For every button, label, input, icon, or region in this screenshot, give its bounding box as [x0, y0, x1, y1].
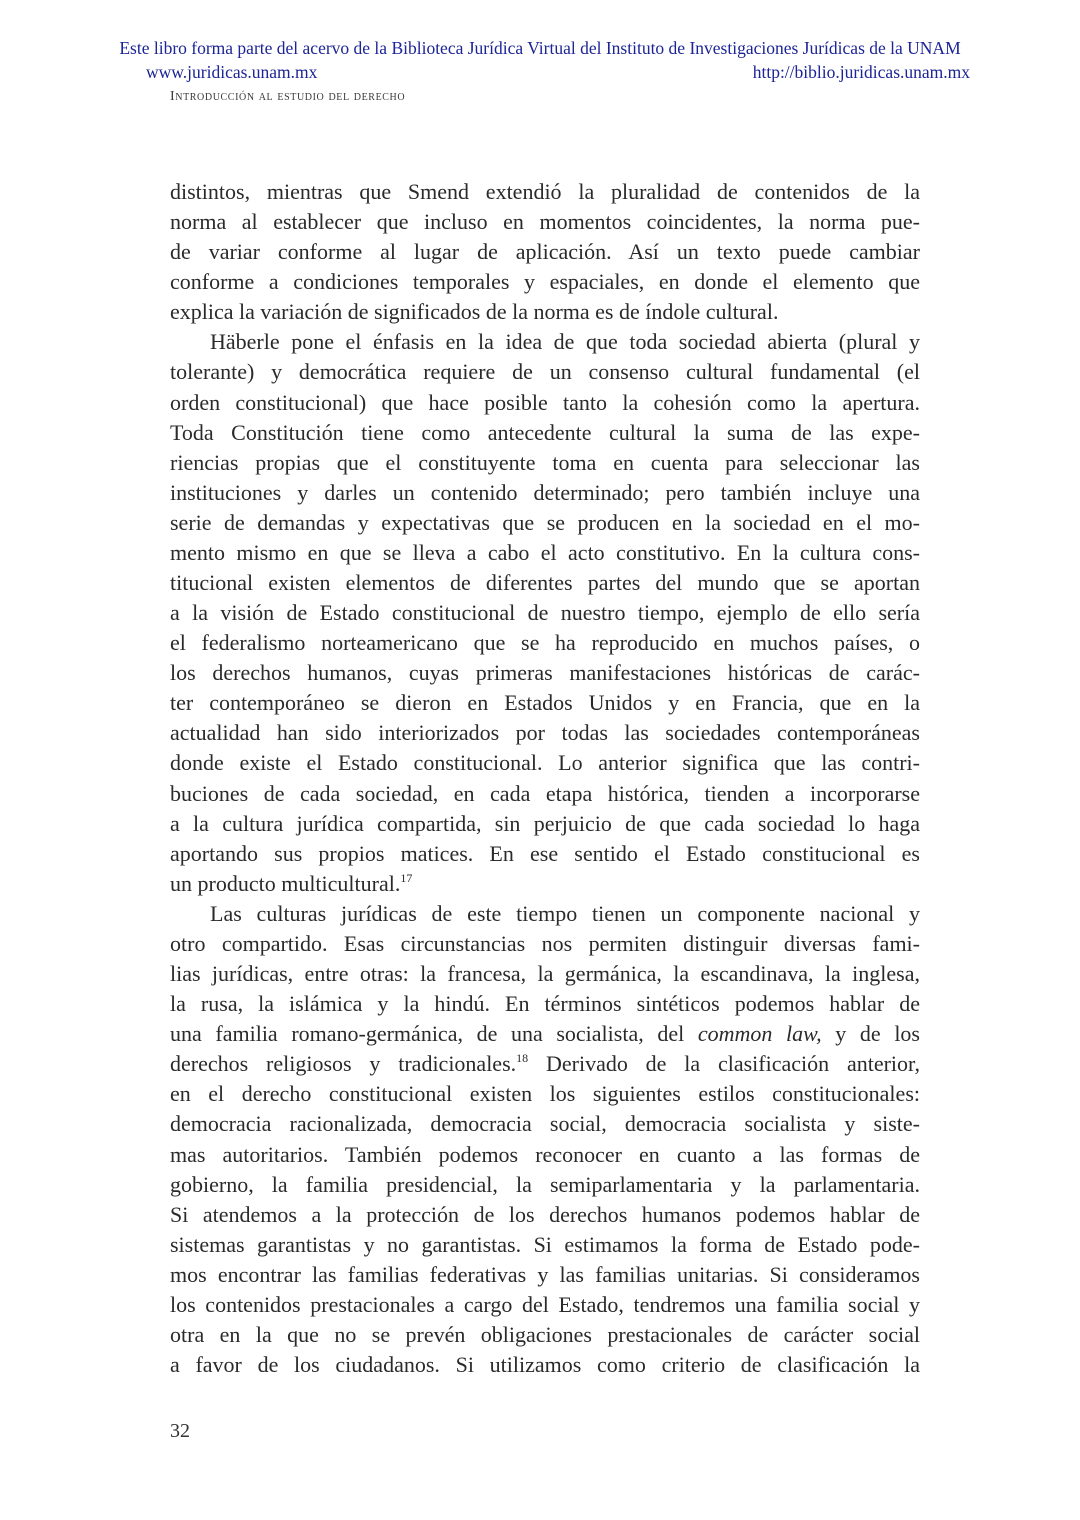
biblio-link[interactable]: http://biblio.juridicas.unam.mx	[752, 62, 970, 82]
text-line	[170, 1049, 920, 1079]
text-line	[170, 568, 920, 598]
footnote-ref[interactable]: 18	[516, 1051, 529, 1066]
text-run: norma al establecer que incluso en momentos coincidentes, la norma pue-	[170, 209, 920, 235]
text-run: un producto multicultural.	[170, 870, 401, 896]
text-run: los derechos humanos, cuyas primeras manifestaciones históricas de carác-	[170, 660, 920, 686]
text-run: titucional existen elementos de diferentes partes del mundo que se aportan	[170, 570, 920, 596]
text-run: derechos religiosos y tradicionales.	[170, 1051, 517, 1077]
text-run: mas autoritarios. También podemos reconocer en cuanto a las formas de	[170, 1141, 920, 1167]
text-line	[170, 237, 920, 267]
page-number: 32	[170, 1420, 190, 1442]
text-run: serie de demandas y expectativas que se producen en la sociedad en el mo-	[170, 509, 920, 535]
text-line	[170, 809, 920, 839]
text-line	[170, 327, 920, 357]
text-line	[170, 748, 920, 778]
juridicas-link[interactable]: www.juridicas.unam.mx	[146, 62, 318, 82]
text-run: sistemas garantistas y no garantistas. Si estimamos la forma de Estado pode-	[170, 1231, 920, 1257]
text-line	[170, 959, 920, 989]
text-line	[170, 989, 920, 1019]
text-run: la rusa, la islámica y la hindú. En términos sintéticos podemos hablar de	[170, 991, 920, 1017]
text-run: tolerante) y democrática requiere de un consenso cultural fundamental (el	[170, 359, 920, 385]
text-line	[170, 658, 920, 688]
text-run: riencias propias que el constituyente toma en cuenta para seleccionar las	[170, 449, 920, 475]
text-run: en el derecho constitucional existen los siguientes estilos constitucionales:	[170, 1081, 920, 1107]
text-line	[170, 1170, 920, 1200]
text-run: ter contemporáneo se dieron en Estados Unidos y en Francia, que en la	[170, 690, 920, 716]
italic-term: common law,	[697, 1021, 822, 1047]
text-line	[170, 1019, 920, 1049]
text-run: y de los	[821, 1021, 920, 1047]
text-run: actualidad han sido interiorizados por todas las sociedades contemporáneas	[170, 720, 920, 746]
text-line	[170, 628, 920, 658]
text-line	[170, 869, 920, 899]
text-run: Toda Constitución tiene como antecedente cultural la suma de las expe-	[170, 419, 920, 445]
text-run: a la visión de Estado constitucional de nuestro tiempo, ejemplo de ello sería	[170, 600, 920, 626]
text-run: orden constitucional) que hace posible tanto la cohesión como la apertura.	[170, 389, 920, 415]
text-line	[170, 207, 920, 237]
text-line	[170, 899, 920, 929]
text-line	[170, 1260, 920, 1290]
text-run: aportando sus propios matices. En ese sentido el Estado constitucional es	[170, 840, 920, 866]
footnote-ref[interactable]: 17	[400, 870, 413, 885]
text-line	[170, 779, 920, 809]
text-run: gobierno, la familia presidencial, la semiparlamentaria y la parlamentaria.	[170, 1171, 920, 1197]
text-run: mos encontrar las familias federativas y las familias unitarias. Si consideramos	[170, 1261, 920, 1287]
text-run: explica la variación de significados de la norma es de índole cultural.	[170, 299, 779, 325]
text-run: una familia romano-germánica, de una socialista, del	[170, 1021, 698, 1047]
library-notice: Este libro forma parte del acervo de la Biblioteca Jurídica Virtual del Instituto de Investigaciones Jurídicas de la UNAM	[119, 38, 961, 58]
text-line	[170, 1350, 920, 1380]
text-line	[170, 598, 920, 628]
text-run: de variar conforme al lugar de aplicación. Así un texto puede cambiar	[170, 239, 920, 265]
text-run: el federalismo norteamericano que se ha reproducido en muchos países, o	[170, 630, 920, 656]
text-run: a favor de los ciudadanos. Si utilizamos como criterio de clasificación la	[170, 1352, 920, 1378]
text-run: otro compartido. Esas circunstancias nos permiten distinguir diversas fami-	[170, 930, 920, 956]
text-line	[170, 478, 920, 508]
body-text	[170, 177, 920, 1380]
text-line	[170, 538, 920, 568]
text-line	[170, 1200, 920, 1230]
text-run: mento mismo en que se lleva a cabo el acto constitutivo. En la cultura cons-	[170, 539, 920, 565]
text-line	[170, 177, 920, 207]
text-run: distintos, mientras que Smend extendió la pluralidad de contenidos de la	[170, 179, 920, 204]
text-line	[170, 357, 920, 387]
text-line	[170, 418, 920, 448]
text-run: otra en la que no se prevén obligaciones prestacionales de carácter social	[170, 1321, 920, 1347]
text-line	[170, 1290, 920, 1320]
text-line	[170, 1320, 920, 1350]
text-line	[170, 388, 920, 418]
text-line	[170, 1079, 920, 1109]
text-line	[170, 688, 920, 718]
text-run: democracia racionalizada, democracia social, democracia socialista y siste-	[170, 1111, 920, 1137]
text-run: Derivado de la clasificación anterior,	[528, 1051, 920, 1077]
text-run: lias jurídicas, entre otras: la francesa, la germánica, la escandinava, la inglesa,	[170, 961, 920, 987]
text-run: a la cultura jurídica compartida, sin perjuicio de que cada sociedad lo haga	[170, 810, 920, 836]
running-head: Introducción al estudio del derecho	[170, 89, 406, 104]
text-line	[170, 929, 920, 959]
text-run: donde existe el Estado constitucional. Lo anterior significa que las contri-	[170, 750, 920, 776]
text-line	[170, 718, 920, 748]
text-line	[170, 839, 920, 869]
text-line	[170, 267, 920, 297]
text-line	[170, 1140, 920, 1170]
text-run: conforme a condiciones temporales y espaciales, en donde el elemento que	[170, 269, 920, 295]
text-run: Häberle pone el énfasis en la idea de que toda sociedad abierta (plural y	[210, 329, 920, 355]
text-line	[170, 508, 920, 538]
text-line	[170, 1109, 920, 1139]
text-run: buciones de cada sociedad, en cada etapa histórica, tienden a incorporarse	[170, 780, 920, 806]
text-run: instituciones y darles un contenido determinado; pero también incluye una	[170, 479, 920, 505]
text-run: Si atendemos a la protección de los derechos humanos podemos hablar de	[170, 1201, 920, 1227]
text-run: Las culturas jurídicas de este tiempo tienen un componente nacional y	[210, 900, 920, 926]
text-line	[170, 297, 920, 327]
text-run: los contenidos prestacionales a cargo del Estado, tendremos una familia social y	[170, 1291, 920, 1317]
text-line	[170, 1230, 920, 1260]
text-line	[170, 448, 920, 478]
